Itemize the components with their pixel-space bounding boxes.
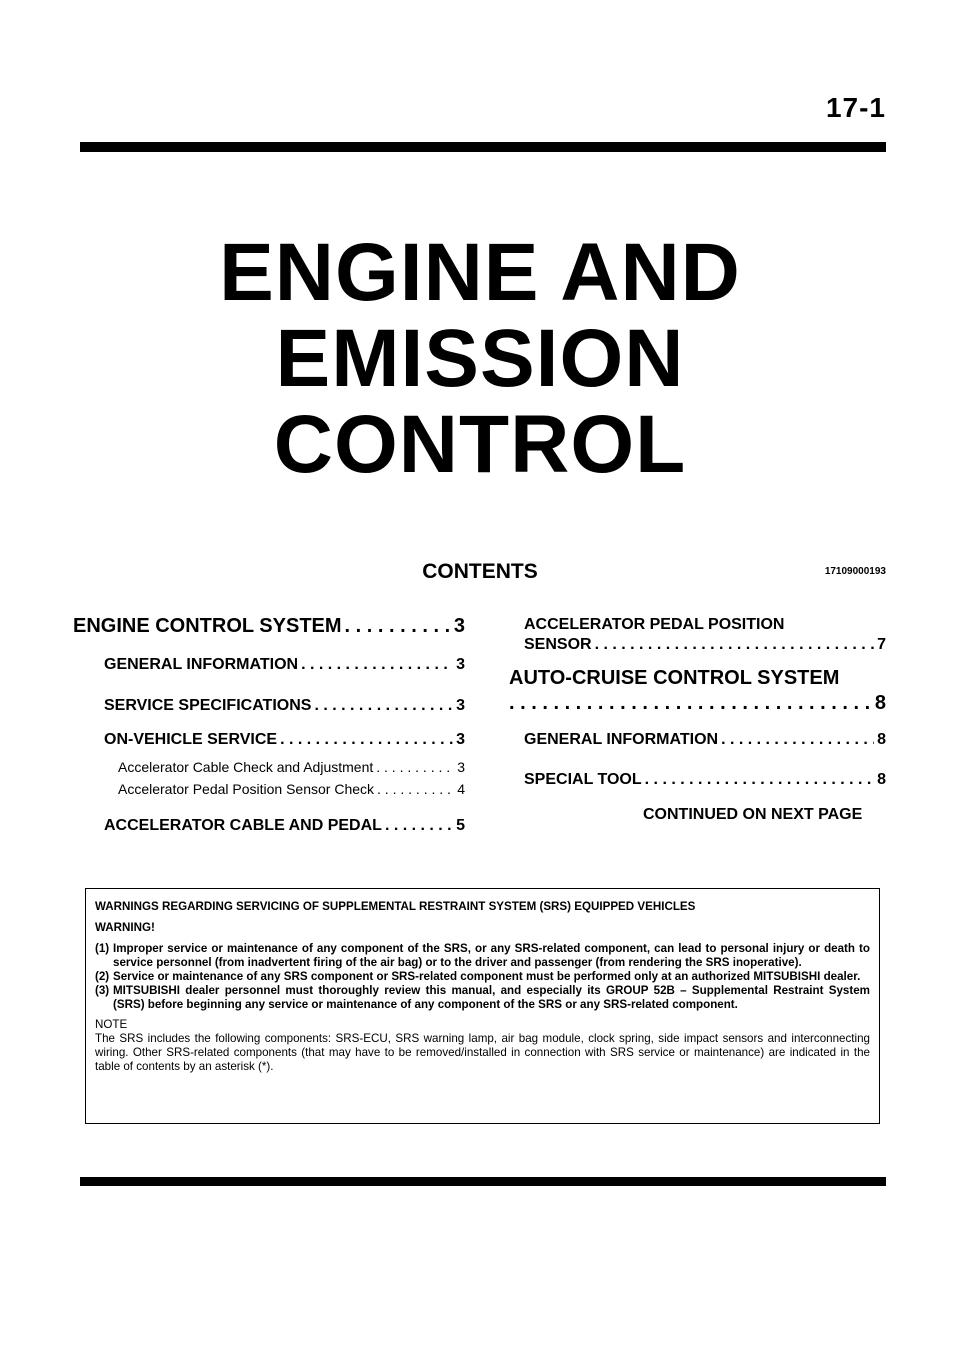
toc-label: ACCELERATOR PEDAL POSITION xyxy=(524,616,785,633)
toc-page: 5 xyxy=(456,817,465,834)
leader-dots xyxy=(280,731,453,749)
toc-label: ON-VEHICLE SERVICE xyxy=(104,731,278,748)
leader-dots xyxy=(509,692,872,715)
toc-item-special-tool[interactable] xyxy=(524,771,886,789)
toc-label: AUTO-CRUISE CONTROL SYSTEM xyxy=(509,667,840,689)
toc-item-auto-cruise-control[interactable] xyxy=(509,692,886,715)
warning-item xyxy=(95,970,870,984)
warning-item-number: (3) xyxy=(95,984,110,997)
warning-label: WARNING! xyxy=(95,921,155,934)
toc-page: 3 xyxy=(456,731,465,748)
toc-label: ACCELERATOR CABLE AND PEDAL xyxy=(104,817,382,834)
toc-item-service-specifications[interactable] xyxy=(104,697,465,715)
warning-item-text: MITSUBISHI dealer personnel must thoroughly review this manual, and especially its GROUP 52B – Supplemental Restraint System (SRS) before beginning any service or maintenance of any component of the SRS or any SRS-related component. xyxy=(113,984,870,1011)
warning-heading: WARNINGS REGARDING SERVICING OF SUPPLEMENTAL RESTRAINT SYSTEM (SRS) EQUIPPED VEHICLES xyxy=(95,900,696,913)
toc-page: 8 xyxy=(874,692,886,714)
toc-item-pedal-sensor-check[interactable] xyxy=(118,781,465,797)
srs-warning-box xyxy=(85,888,880,1124)
toc-page: 7 xyxy=(877,636,886,653)
top-rule xyxy=(80,142,886,152)
toc-page: 3 xyxy=(456,697,465,714)
toc-item-pedal-position-sensor-line1 xyxy=(524,616,886,634)
toc-page: 8 xyxy=(877,771,886,788)
toc-item-engine-control-system[interactable] xyxy=(73,615,465,638)
toc-item-general-information[interactable] xyxy=(104,656,465,674)
toc-item-accelerator-cable-pedal[interactable] xyxy=(104,817,465,835)
title-line-2: EMISSION xyxy=(275,313,685,404)
toc-label: GENERAL INFORMATION xyxy=(104,656,299,673)
bottom-rule xyxy=(80,1177,886,1186)
toc-page: 3 xyxy=(453,615,465,637)
toc-label: SENSOR xyxy=(524,636,592,653)
leader-dots xyxy=(645,771,874,789)
toc-label: SPECIAL TOOL xyxy=(524,771,642,788)
toc-item-auto-cruise-title xyxy=(509,667,886,690)
warning-item xyxy=(95,984,870,1012)
toc-label: GENERAL INFORMATION xyxy=(524,731,719,748)
contents-heading: CONTENTS xyxy=(422,560,538,583)
toc-item-on-vehicle-service[interactable] xyxy=(104,731,465,749)
note-label: NOTE xyxy=(95,1018,128,1031)
page-title xyxy=(0,227,960,490)
toc-item-pedal-position-sensor[interactable] xyxy=(524,636,886,654)
toc-label: Accelerator Cable Check and Adjustment xyxy=(118,759,374,775)
warning-item-text: Improper service or maintenance of any component of the SRS, or any SRS-related component, can lead to personal injury or death to service personnel (from inadvertent firing of the air bag) or to the driver and passenger (from rendering the SRS inoperative). xyxy=(113,942,870,969)
leader-dots xyxy=(377,781,454,797)
toc-label: ENGINE CONTROL SYSTEM xyxy=(73,615,342,637)
title-line-1: ENGINE AND xyxy=(219,227,741,318)
toc-page: 3 xyxy=(457,759,465,775)
document-code: 17109000193 xyxy=(824,566,886,577)
warning-item-text: Service or maintenance of any SRS component or SRS-related component must be performed only at an authorized MITSUBISHI dealer. xyxy=(113,970,861,983)
leader-dots xyxy=(376,759,454,775)
toc-label: SERVICE SPECIFICATIONS xyxy=(104,697,312,714)
toc-item-accelerator-cable-check[interactable] xyxy=(118,759,465,775)
title-line-3: CONTROL xyxy=(273,399,687,490)
leader-dots xyxy=(314,697,453,715)
warning-item-number: (2) xyxy=(95,970,110,983)
note-text: The SRS includes the following components: SRS-ECU, SRS warning lamp, air bag module, clock spring, side impact sensors and interconnecting wiring. Other SRS-related components (that may have to be removed/installed in connection with SRS service or maintenance) are indicated in the table of contents by an asterisk (*). xyxy=(95,1032,870,1073)
leader-dots xyxy=(595,636,875,654)
leader-dots xyxy=(345,615,451,638)
warning-item xyxy=(95,942,870,970)
continued-note: CONTINUED ON NEXT PAGE xyxy=(643,806,863,823)
toc-page: 8 xyxy=(877,731,886,748)
toc-item-cruise-general-information[interactable] xyxy=(524,731,886,749)
toc-label: Accelerator Pedal Position Sensor Check xyxy=(118,781,375,797)
warning-item-number: (1) xyxy=(95,942,110,955)
leader-dots xyxy=(721,731,874,749)
leader-dots xyxy=(385,817,453,835)
toc-page: 3 xyxy=(456,656,465,673)
page-number: 17-1 xyxy=(825,92,886,123)
leader-dots xyxy=(301,656,453,674)
toc-page: 4 xyxy=(457,781,465,797)
